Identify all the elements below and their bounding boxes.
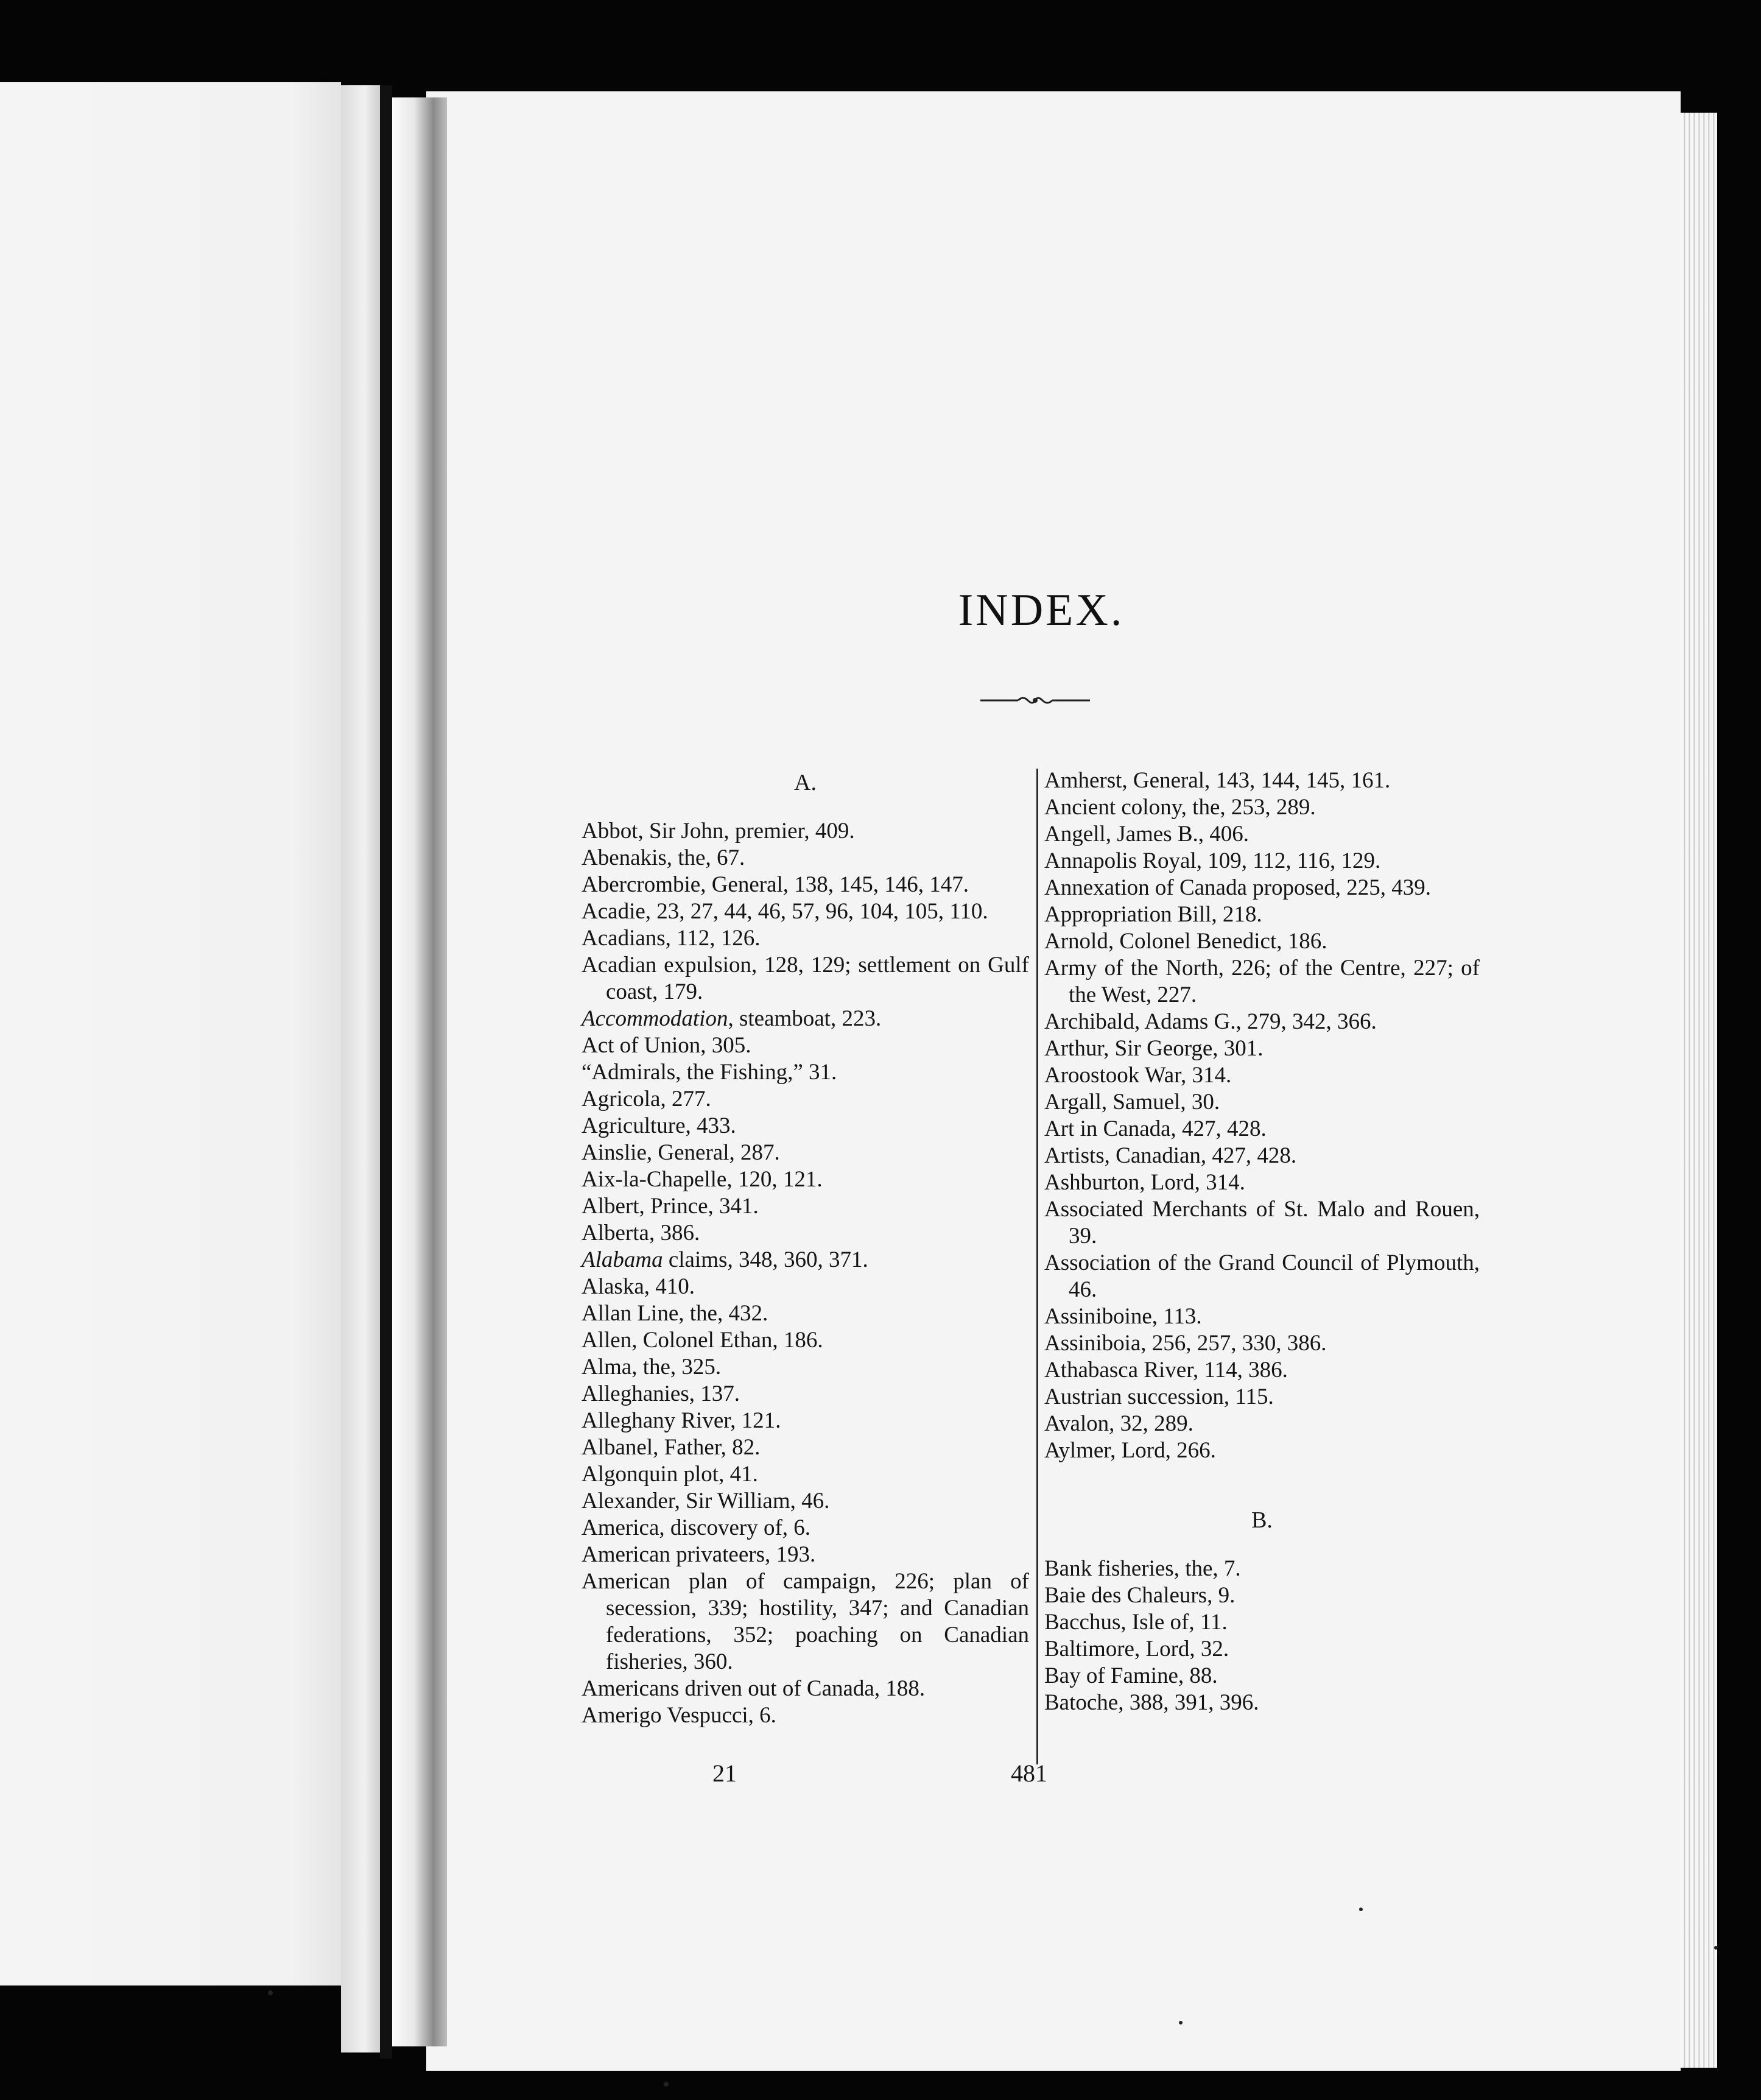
index-entry: Acadie, 23, 27, 44, 46, 57, 96, 104, 105, 110. — [582, 899, 988, 924]
index-entry: Annexation of Canada proposed, 225, 439. — [1044, 875, 1432, 900]
page-title: INDEX. — [958, 585, 1125, 635]
ornament-divider-icon — [980, 693, 1090, 708]
italic-title: Alabama — [582, 1247, 663, 1272]
index-entry: Alma, the, 325. — [582, 1355, 722, 1379]
index-entry: Amerigo Vespucci, 6. — [582, 1703, 776, 1728]
index-entry: Abercrombie, General, 138, 145, 146, 147. — [582, 872, 969, 897]
section-spacer — [1044, 1464, 1480, 1502]
entry-text: claims, 348, 360, 371. — [663, 1247, 868, 1272]
index-entry: Assiniboine, 113. — [1044, 1304, 1202, 1329]
index-entry: Alleghanies, 137. — [582, 1381, 740, 1406]
index-entry: Archibald, Adams G., 279, 342, 366. — [1044, 1009, 1377, 1034]
index-entry: Albanel, Father, 82. — [582, 1435, 761, 1460]
index-entry: Acadian expulsion, 128, 129; settlement on Gulf coast, 179. — [582, 953, 1029, 1004]
index-entry: Ainslie, General, 287. — [582, 1140, 780, 1165]
dust-speck — [1179, 2021, 1183, 2024]
index-entry: Acadians, 112, 126. — [582, 926, 761, 951]
index-entry: Baie des Chaleurs, 9. — [1044, 1583, 1236, 1608]
dust-speck — [1359, 1908, 1363, 1911]
dust-speck — [1714, 1946, 1718, 1950]
page-fore-edge — [1681, 113, 1717, 2068]
index-entry: Allan Line, the, 432. — [582, 1301, 768, 1326]
index-entry: Arnold, Colonel Benedict, 186. — [1044, 929, 1327, 954]
index-entry: Aroostook War, 314. — [1044, 1063, 1232, 1088]
index-entry: Abenakis, the, 67. — [582, 845, 745, 870]
italic-title: Accommodation — [582, 1006, 728, 1031]
index-entry: Appropriation Bill, 218. — [1044, 902, 1262, 927]
section-heading-a: A. — [794, 770, 817, 795]
section-heading-b: B. — [1251, 1507, 1273, 1533]
index-entry: Athabasca River, 114, 386. — [1044, 1358, 1288, 1383]
index-entry: Alexander, Sir William, 46. — [582, 1489, 830, 1513]
index-entry: Austrian succession, 115. — [1044, 1384, 1274, 1409]
book-spine-gap — [380, 85, 392, 2059]
index-entry: Associated Merchants of St. Malo and Rouen, 39. — [1044, 1197, 1480, 1249]
index-entry: Annapolis Royal, 109, 112, 116, 129. — [1044, 848, 1381, 873]
index-column-left — [582, 764, 1029, 1729]
dust-speck — [268, 1990, 273, 1995]
index-entry: Algonquin plot, 41. — [582, 1462, 758, 1487]
index-entry: Amherst, General, 143, 144, 145, 161. — [1044, 768, 1391, 793]
index-entry: Artists, Canadian, 427, 428. — [1044, 1143, 1297, 1168]
index-entry: Ashburton, Lord, 314. — [1044, 1170, 1245, 1195]
index-entry: Agricola, 277. — [582, 1087, 711, 1112]
index-entry: Alaska, 410. — [582, 1274, 695, 1299]
index-entry: Albert, Prince, 341. — [582, 1194, 759, 1219]
entry-text: , steamboat, 223. — [728, 1006, 882, 1031]
left-page-edge — [341, 85, 380, 2052]
index-entry: Argall, Samuel, 30. — [1044, 1090, 1220, 1115]
index-column-right — [1044, 767, 1480, 1716]
index-entry: Baltimore, Lord, 32. — [1044, 1637, 1229, 1661]
index-entry: “Admirals, the Fishing,” 31. — [582, 1060, 837, 1085]
page-number: 481 — [1011, 1760, 1047, 1787]
column-divider — [1036, 769, 1038, 1764]
index-entry: Angell, James B., 406. — [1044, 822, 1250, 847]
index-entry: Bacchus, Isle of, 11. — [1044, 1610, 1228, 1635]
index-entry: Abbot, Sir John, premier, 409. — [582, 819, 855, 844]
left-page — [0, 82, 341, 1985]
index-entry: America, discovery of, 6. — [582, 1515, 811, 1540]
index-entry: Association of the Grand Council of Plymouth, 46. — [1044, 1250, 1480, 1302]
index-entry: Allen, Colonel Ethan, 186. — [582, 1328, 823, 1353]
dust-speck — [664, 2082, 669, 2087]
index-entry — [582, 1247, 1029, 1274]
index-entry: Agriculture, 433. — [582, 1113, 736, 1138]
signature-mark: 21 — [712, 1760, 737, 1787]
index-entry: Art in Canada, 427, 428. — [1044, 1116, 1267, 1141]
page-gutter-shadow — [392, 97, 447, 2046]
index-entry: Arthur, Sir George, 301. — [1044, 1036, 1264, 1061]
index-entry: Aix-la-Chapelle, 120, 121. — [582, 1167, 823, 1192]
index-entry: Assiniboia, 256, 257, 330, 386. — [1044, 1331, 1327, 1356]
index-entry: Bay of Famine, 88. — [1044, 1663, 1218, 1688]
index-entry: Batoche, 388, 391, 396. — [1044, 1690, 1259, 1715]
index-entry: American privateers, 193. — [582, 1542, 816, 1567]
index-entry: Ancient colony, the, 253, 289. — [1044, 795, 1316, 820]
index-entry: Alleghany River, 121. — [582, 1408, 781, 1433]
index-entry: Army of the North, 226; of the Centre, 227; of the West, 227. — [1044, 956, 1480, 1007]
index-entry: Bank fisheries, the, 7. — [1044, 1556, 1241, 1581]
index-entry: Americans driven out of Canada, 188. — [582, 1676, 926, 1701]
index-entry: Avalon, 32, 289. — [1044, 1411, 1193, 1436]
index-entry: Alberta, 386. — [582, 1221, 700, 1246]
index-entry: Aylmer, Lord, 266. — [1044, 1438, 1216, 1463]
index-entry: Act of Union, 305. — [582, 1033, 751, 1058]
index-entry — [582, 1006, 1029, 1032]
index-entry: American plan of campaign, 226; plan of secession, 339; hostility, 347; and Canadian federations, 352; poaching on Canadian fisheries, 360. — [582, 1569, 1029, 1674]
